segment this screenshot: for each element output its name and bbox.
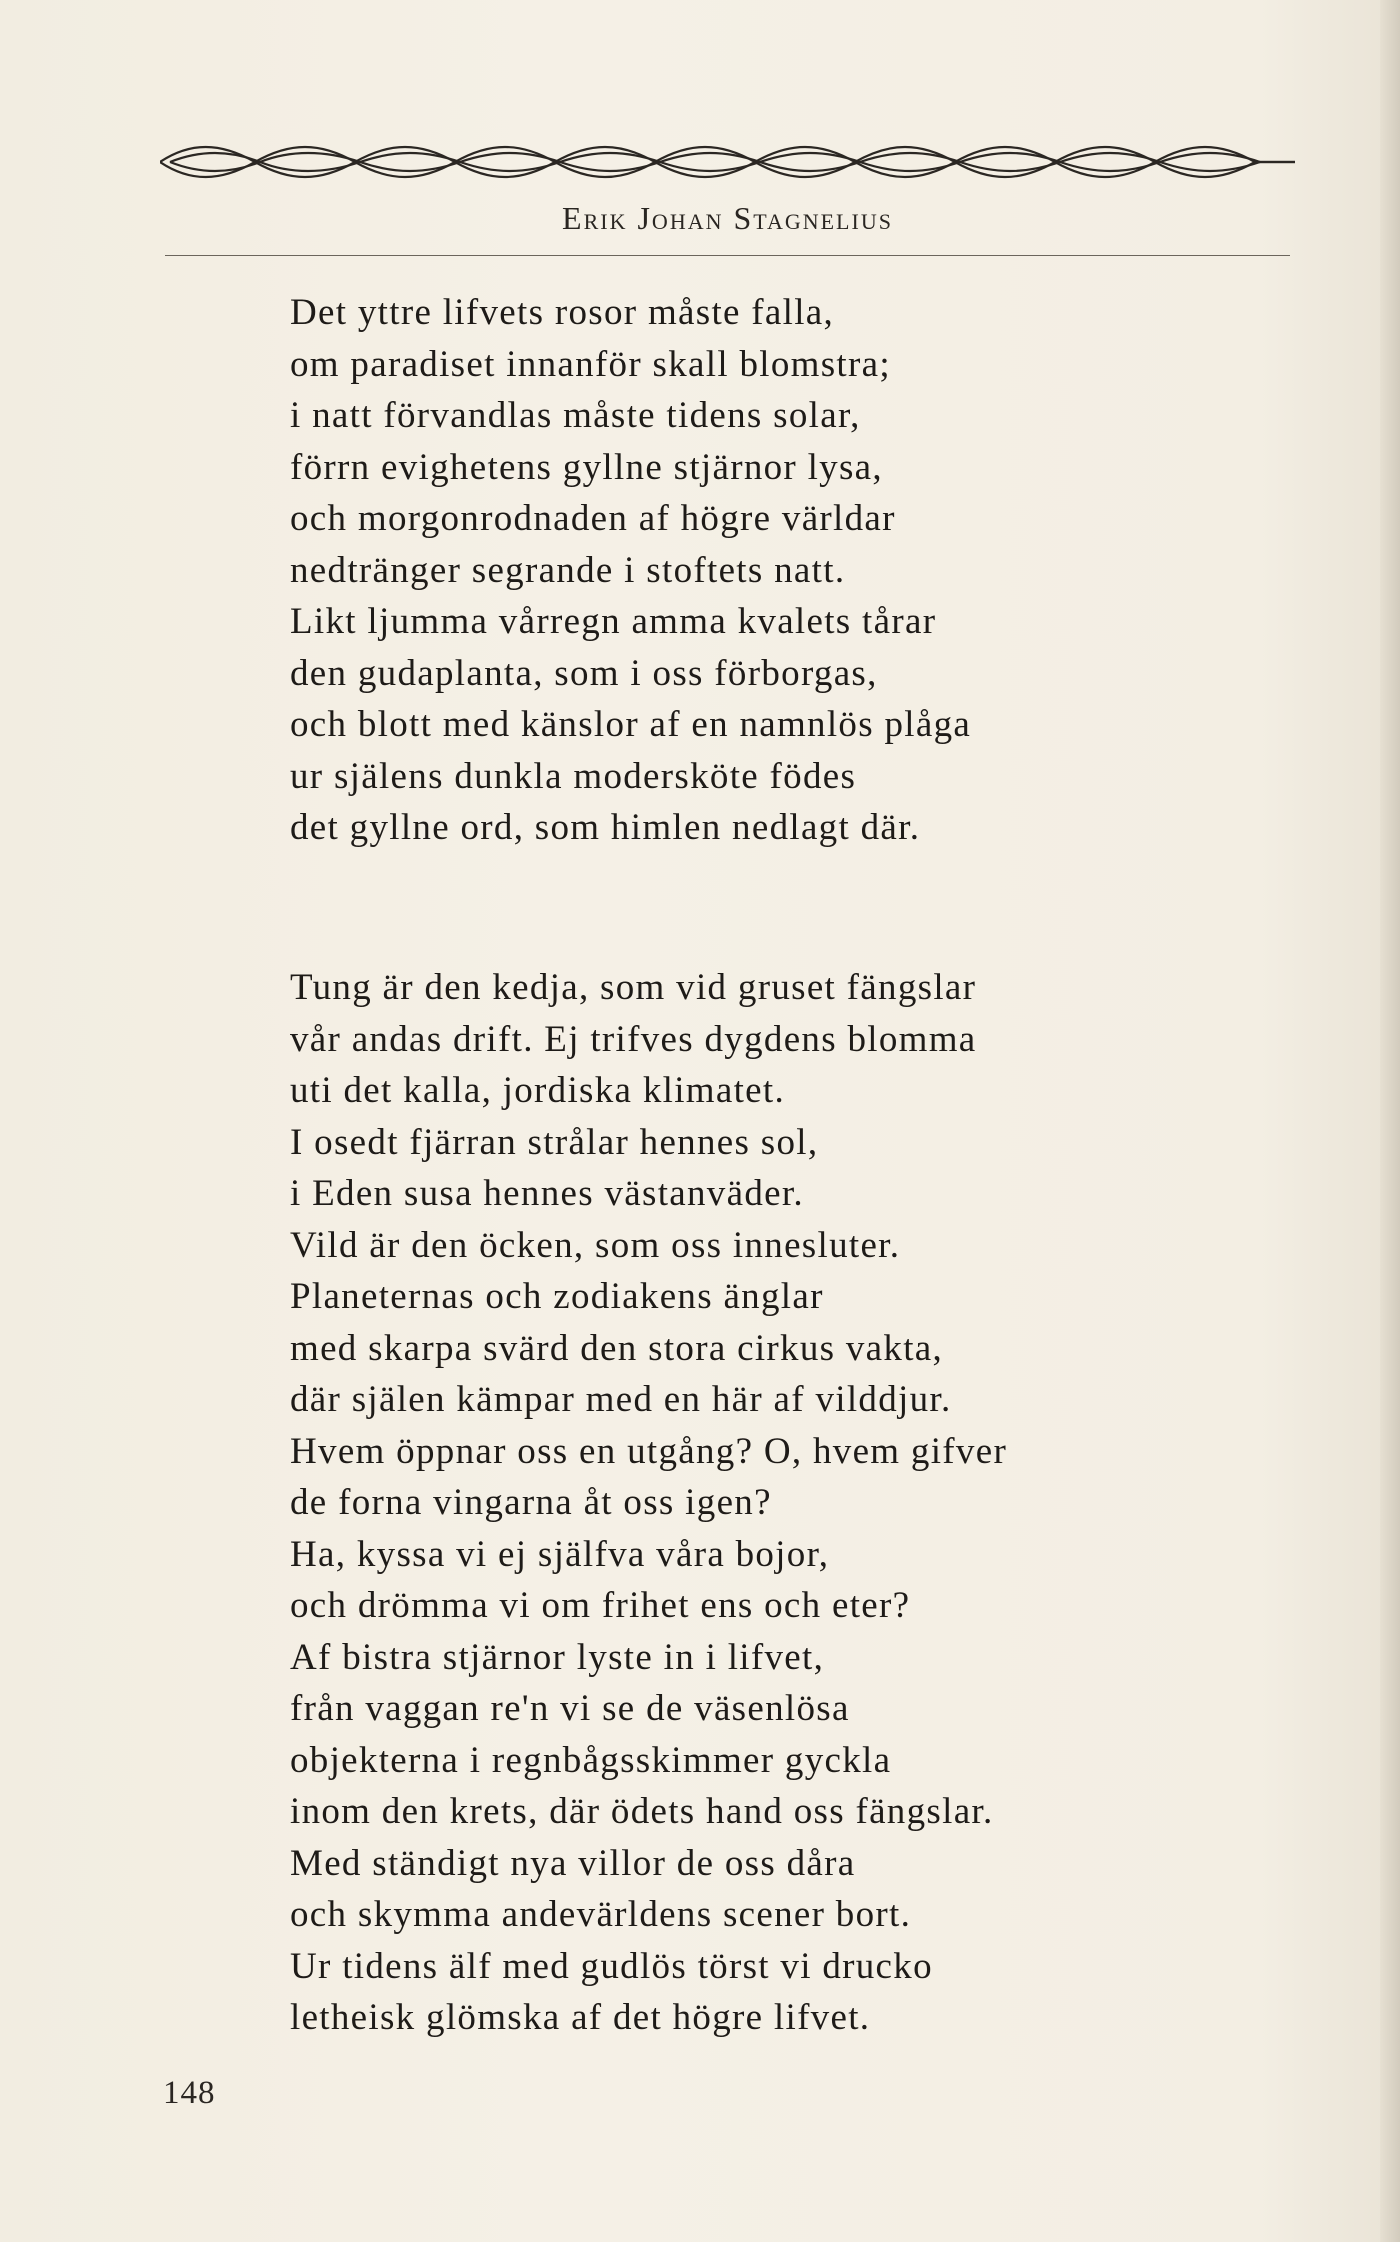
poem-stanza-1 (290, 287, 971, 854)
verse-line: de forna vingarna åt oss igen? (290, 1482, 772, 1523)
verse-line: Vild är den öcken, som oss innesluter. (290, 1224, 901, 1266)
verse-line: och blott med känslor af en namnlös plåga (290, 704, 972, 745)
verse-line: i natt förvandlas måste tidens solar, (290, 395, 861, 436)
verse-line: Likt ljumma vårregn amma kvalets tårar (290, 601, 937, 642)
decorative-braid-ornament (160, 140, 1295, 185)
verse-line: från vaggan re'n vi se de väsenlösa (290, 1688, 850, 1729)
verse-line: Det yttre lifvets rosor måste falla, (290, 292, 835, 333)
poem-stanza-2 (290, 962, 1007, 2044)
verse-line: objekterna i regnbågsskimmer gyckla (290, 1739, 892, 1781)
verse-line: med skarpa svärd den stora cirkus vakta, (290, 1327, 944, 1369)
verse-line: ur själens dunkla modersköte födes (290, 755, 857, 797)
verse-line: Tung är den kedja, som vid gruset fängslar (290, 967, 977, 1008)
verse-line: det gyllne ord, som himlen nedlagt där. (290, 807, 921, 848)
running-head: Erik Johan Stagnelius (562, 200, 893, 236)
header-rule (165, 255, 1290, 256)
verse-line: vår andas drift. Ej trifves dygdens blomma (290, 1018, 977, 1060)
verse-line: Ur tidens älf med gudlös törst vi drucko (290, 1945, 933, 1987)
verse-line: nedtränger segrande i stoftets natt. (290, 549, 846, 591)
verse-line: Med ständigt nya villor de oss dåra (290, 1842, 856, 1884)
verse-line: och drömma vi om frihet ens och eter? (290, 1585, 911, 1626)
verse-line: uti det kalla, jordiska klimatet. (290, 1070, 786, 1111)
verse-line: och skymma andevärldens scener bort. (290, 1894, 912, 1935)
page-number: 148 (163, 2075, 216, 2111)
page-edge (1380, 0, 1400, 2242)
verse-line: och morgonrodnaden af högre världar (290, 498, 896, 539)
verse-line: I osedt fjärran strålar hennes sol, (290, 1121, 819, 1163)
verse-line: om paradiset innanför skall blomstra; (290, 343, 891, 385)
verse-line: Planeternas och zodiakens änglar (290, 1276, 824, 1317)
verse-line: inom den krets, där ödets hand oss fängslar. (290, 1791, 994, 1832)
verse-line: i Eden susa hennes västanväder. (290, 1173, 804, 1214)
verse-line: den gudaplanta, som i oss förborgas, (290, 652, 878, 694)
verse-line: Hvem öppnar oss en utgång? O, hvem gifver (290, 1430, 1008, 1472)
verse-line: Af bistra stjärnor lyste in i lifvet, (290, 1636, 825, 1678)
verse-line: letheisk glömska af det högre lifvet. (290, 1997, 871, 2038)
verse-line: Ha, kyssa vi ej själfva våra bojor, (290, 1533, 830, 1575)
verse-line: förrn evighetens gyllne stjärnor lysa, (290, 446, 883, 488)
verse-line: där själen kämpar med en här af vilddjur. (290, 1379, 952, 1420)
